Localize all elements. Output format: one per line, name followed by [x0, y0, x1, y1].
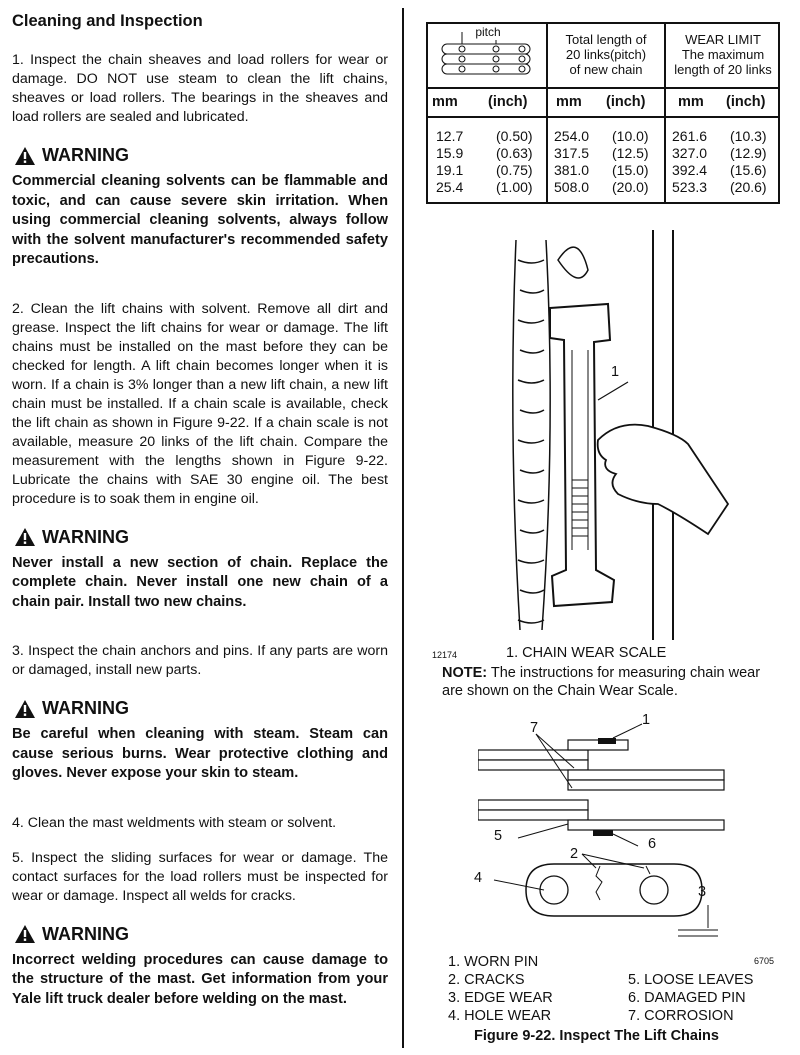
- col3-header: WEAR LIMIT The maximum length of 20 links: [674, 32, 772, 77]
- unit-mm: mm: [432, 94, 458, 110]
- warning-label: WARNING: [42, 526, 129, 547]
- warning-text-2: Never install a new section of chain. Replace the complete chain. Never install one new chain of a chain pair. Install two new chains.: [12, 554, 388, 610]
- warning-text-3: Be careful when cleaning with steam. Steam can cause serious burns. Wear protective clothing and gloves. Never expose your skin to steam.: [12, 726, 388, 781]
- warning-triangle-icon: [14, 924, 36, 944]
- warning-label: WARNING: [42, 698, 129, 718]
- scale-callout-1: 1: [611, 364, 620, 380]
- unit-inch: (inch): [726, 94, 766, 110]
- column-divider: [402, 8, 404, 1048]
- warning-block-2: [12, 527, 388, 613]
- section-title: Cleaning and Inspection: [12, 12, 203, 30]
- note-text: The instructions for measuring chain wear are shown on the Chain Wear Scale.: [442, 665, 761, 699]
- pitch-label: pitch: [463, 25, 513, 40]
- left-column: [12, 8, 388, 1009]
- unit-mm: mm: [678, 94, 704, 110]
- callout-3: 3: [698, 884, 707, 900]
- warning-block-3: [12, 698, 388, 784]
- warning-triangle-icon: [14, 699, 36, 719]
- table-col-inch-2: (10.0) (12.5) (15.0) (20.0): [612, 128, 649, 195]
- unit-inch: (inch): [488, 94, 528, 110]
- warning-label: WARNING: [42, 923, 129, 944]
- callout-5: 5: [494, 828, 503, 844]
- warning-triangle-icon: [14, 146, 36, 166]
- table-col-inch-1: (0.50) (0.63) (0.75) (1.00): [496, 128, 533, 195]
- callout-4: 4: [474, 870, 483, 886]
- note-label: NOTE:: [442, 665, 488, 681]
- warning-block-4: [12, 924, 388, 1010]
- table-col-inch-3: (10.3) (12.9) (15.6) (20.6): [730, 128, 767, 195]
- warning-label: WARNING: [42, 145, 129, 165]
- figure1-caption: 1. CHAIN WEAR SCALE: [506, 645, 667, 661]
- warning-triangle-icon: [14, 527, 36, 547]
- step-4: 4. Clean the mast weldments with steam or solvent.: [12, 814, 337, 831]
- chain-length-table: [426, 22, 780, 204]
- callout-1: 1: [642, 712, 651, 728]
- callout-6: 6: [648, 836, 657, 852]
- callout-2: 2: [570, 846, 579, 862]
- warning-text-1: Commercial cleaning solvents can be flammable and toxic, and can cause severe skin irritation. When using commercial cleaning solvents, always follow with the solvent manufacturer's recommended safety precautions.: [12, 173, 388, 267]
- unit-inch: (inch): [606, 94, 646, 110]
- warning-block-1: [12, 145, 388, 270]
- table-col-mm-1: 12.7 15.9 19.1 25.4: [436, 128, 464, 195]
- chain-damage-diagram: [478, 720, 738, 952]
- warning-text-4: Incorrect welding procedures can cause damage to the structure of the mast. Get information from your Yale lift truck dealer before welding on the mast.: [12, 951, 388, 1007]
- chain-wear-scale-illustration: [498, 230, 758, 640]
- callout-7: 7: [530, 720, 539, 736]
- step-1: 1. Inspect the chain sheaves and load rollers for wear or damage. DO NOT use steam to clean the lift chains, sheaves or load rollers. The bearings in the sheaves and load rollers are sealed and lubricated.: [12, 52, 388, 125]
- table-col-mm-2: 254.0 317.5 381.0 508.0: [554, 128, 590, 195]
- table-col-mm-3: 261.6 327.0 392.4 523.3: [672, 128, 708, 195]
- legend-left: 1. WORN PIN 2. CRACKS 3. EDGE WEAR 4. HOLE WEAR: [448, 954, 553, 1024]
- col2-header: Total length of 20 links(pitch) of new chain: [565, 32, 647, 77]
- figure-number-6705: 6705: [754, 956, 775, 966]
- step-3: 3. Inspect the chain anchors and pins. If any parts are worn or damaged, install new parts.: [12, 643, 388, 678]
- step-2: 2. Clean the lift chains with solvent. Remove all dirt and grease. Inspect the lift chains for wear or damage. The lift chains must be installed on the mast before they can be checked for length. A lift chain becomes longer when it is worn. If a chain is 3% longer than a new lift chain, a new lift chain must be installed. If a chain scale is available, check the lift chain as shown in Figure 9-22. If a chain scale is not available, measure 20 links of the lift chain. Compare the measurement with the lengths shown in Figure 9-22. Lubricate the chains with SAE 30 engine oil. The best procedure is to soak them in engine oil.: [12, 300, 388, 507]
- figure1-note: [442, 664, 772, 700]
- legend-right: 5. LOOSE LEAVES 6. DAMAGED PIN 7. CORROSION: [628, 972, 754, 1024]
- figure-title: Figure 9-22. Inspect The Lift Chains: [474, 1028, 719, 1044]
- unit-mm: mm: [556, 94, 582, 110]
- step-5: 5. Inspect the sliding surfaces for wear or damage. The contact surfaces for the load rollers must be inspected for wear or damage. Inspect all welds for cracks.: [12, 849, 388, 904]
- figure-number-12174: 12174: [432, 650, 458, 660]
